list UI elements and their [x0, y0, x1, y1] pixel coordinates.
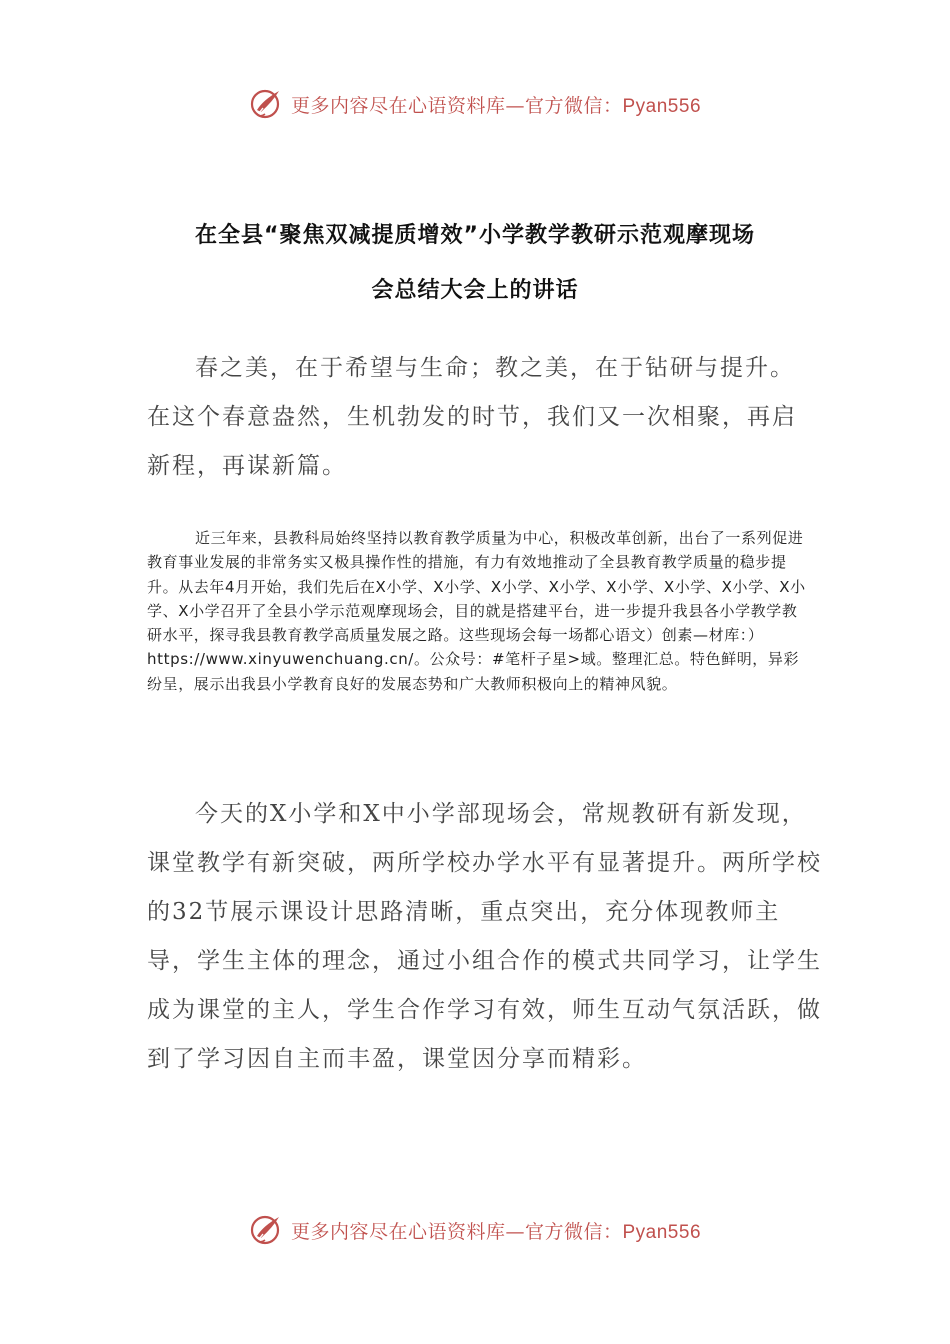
paragraph-today: 今天的X小学和X中小学部现场会，常规教研有新发现，课堂教学有新突破，两所学校办学水平有显著提升。两所学校的32节展示课设计思路清晰，重点突出，充分体现教师主导，学生主体的理念，通过小组合作的模式共同学习，让学生成为课堂的主人，学生合作学习有效，师生互动气氛活跃，做到了学习因自主而丰盈，课堂因分享而精彩。 [147, 801, 822, 1072]
footer-banner-contact: —官方微信： [505, 1220, 623, 1243]
paragraph-review: 近三年来，县教科局始终坚持以教育教学质量为中心，积极改革创新，出台了一系列促进教育事业发展的非常务实又极具操作性的措施，有力有效地推动了全县教育教学质量的稳步提升。从去年4月开始，我们先后在X小学、X小学、X小学、X小学、X小学、X小学、X小学、X小学、X小学召开了全县小学示范观摩现场会，目的就是搭建平台，进一步提升我县各小学教学教研水平，探寻我县教育教学高质量发展之路。这些现场会每一场都心语文）创素—材库：）https://www.xinyuwenchuang.cn/。公众号：#笔杆子星>域。整理汇总。特色鲜明，异彩纷呈，展示出我县小学教育良好的发展态势和广大教师积极向上的精神风貌。 [147, 529, 806, 693]
title-line-1: 在全县“聚焦双减提质增效”小学教学教研示范观摩现场 [195, 223, 755, 248]
header-banner-contact: —官方微信： [505, 94, 623, 117]
header-banner-wechat: Pyan556 [622, 95, 702, 117]
quill-pen-logo-icon [249, 1212, 285, 1248]
header-banner-inner [249, 86, 701, 122]
footer-banner-prefix: 更多内容尽在心语资料库 [290, 1220, 506, 1243]
quill-pen-logo-icon [249, 86, 285, 122]
title-line-2: 会总结大会上的讲话 [371, 278, 579, 303]
footer-banner-inner [249, 1212, 701, 1248]
header-banner-prefix: 更多内容尽在心语资料库 [290, 94, 506, 117]
footer-banner-wechat: Pyan556 [622, 1221, 702, 1243]
footer-banner [0, 1208, 950, 1252]
paragraph-opening: 春之美，在于希望与生命；教之美，在于钻研与提升。在这个春意盎然，生机勃发的时节，我们又一次相聚，再启新程，再谋新篇。 [147, 355, 797, 479]
footer-banner-text [291, 1217, 701, 1244]
header-banner-text [291, 91, 701, 118]
header-banner [0, 82, 950, 126]
document-title [140, 208, 810, 318]
